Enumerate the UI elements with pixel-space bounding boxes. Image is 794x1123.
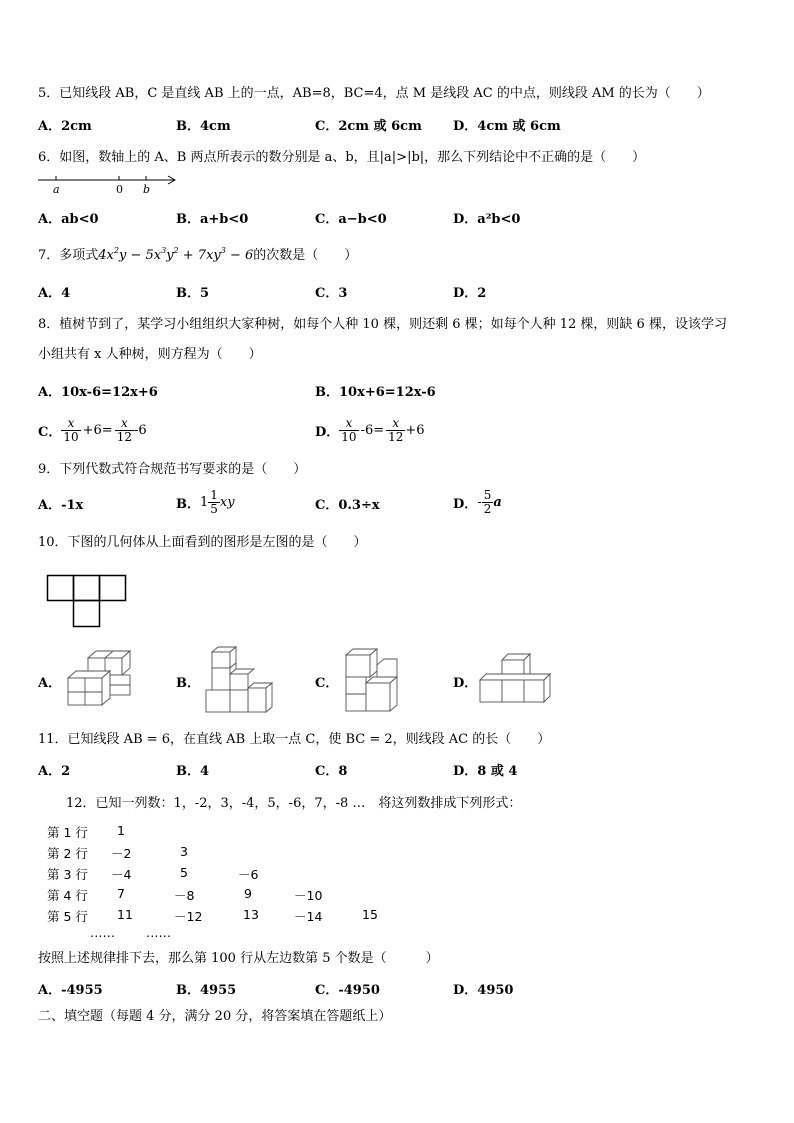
row3-value: －4 (111, 867, 132, 882)
label-a: a (53, 183, 60, 196)
q5-text: 5．已知线段 AB，C 是直线 AB 上的一点，AB=8，BC=4，点 M 是线段 AC 的中点，则线段 AM 的长为（ ） (38, 86, 710, 101)
fraction-x-over-12: $\frac{x}{12}$ (116, 415, 132, 444)
q11-option-d[interactable]: D．8 或 4 (453, 764, 518, 779)
q9-option-c[interactable]: C．0.3÷x (315, 498, 380, 513)
q6-option-b[interactable]: B．a+b<0 (176, 212, 249, 227)
q8-option-b[interactable]: B．10x+6=12x-6 (315, 385, 436, 400)
q7-option-c[interactable]: C．3 (315, 286, 348, 301)
label-b: b (143, 183, 151, 196)
q10-option-a-label[interactable]: A． (38, 676, 62, 691)
row4-value: －8 (174, 888, 195, 903)
q8-option-d[interactable]: D． $\frac{x}{10}$ -6= $\frac{x}{12}$ +6 (315, 415, 425, 444)
q12-question: 按照上述规律排下去，那么第 100 行从左边数第 5 个数是（ ） (38, 951, 439, 966)
q12-text: 12．已知一列数：1，-2，3，-4，5，-6，7，-8 … 将这列数排成下列形式： (66, 796, 522, 811)
q10-option-c-figure[interactable] (342, 647, 402, 717)
q5-option-c[interactable]: C．2cm 或 6cm (315, 119, 422, 134)
row4-value: －10 (294, 888, 323, 903)
q5-option-d[interactable]: D．4cm 或 6cm (453, 119, 561, 134)
row-label-3: 第 3 行 (47, 867, 88, 882)
row2-value: 3 (180, 844, 188, 859)
q11-option-a[interactable]: A．2 (38, 764, 71, 779)
row-label-1: 第 1 行 (47, 825, 88, 840)
q6-option-d[interactable]: D．a²b<0 (453, 212, 521, 227)
row1-value: 1 (117, 823, 125, 838)
q7-line (38, 244, 357, 263)
q8-option-a[interactable]: A．10x-6=12x+6 (38, 385, 158, 400)
q7-polynomial: $4x^2y - 5x^3y^2 + 7xy^3 - 6$ (98, 246, 254, 263)
q6-text: 6．如图，数轴上的 A、B 两点所表示的数分别是 a、b，且|a|>|b|，那么下列结论中不正确的是（ ） (38, 150, 646, 165)
q5-option-b[interactable]: B．4cm (176, 119, 231, 134)
q7-prefix: 7．多项式 (38, 248, 99, 263)
row3-value: －6 (238, 867, 259, 882)
q5-option-a[interactable]: A．2cm (38, 119, 92, 134)
q12-option-d[interactable]: D．4950 (453, 983, 514, 998)
row5-value: －12 (174, 909, 203, 924)
row4-value: 7 (117, 886, 125, 901)
top-view-figure (46, 574, 130, 630)
q10-option-a-figure[interactable] (66, 648, 138, 710)
q7-option-b[interactable]: B．5 (176, 286, 210, 301)
q8-option-d-label: D． (315, 424, 340, 440)
q9-text: 9．下列代数式符合规范书写要求的是（ ） (38, 462, 307, 477)
row3-value: 5 (180, 865, 188, 880)
q7-option-d[interactable]: D．2 (453, 286, 487, 301)
q9-option-a[interactable]: A．-1x (38, 498, 84, 513)
q11-option-b[interactable]: B．4 (176, 764, 210, 779)
row-label-4: 第 4 行 (47, 888, 88, 903)
q8-option-c[interactable]: C． $\frac{x}{10}$ +6= $\frac{x}{12}$ -6 (38, 415, 147, 444)
q9-option-d-label: D． (453, 496, 478, 512)
label-0: 0 (116, 183, 123, 196)
q10-text: 10．下图的几何体从上面看到的图形是左图的是（ ） (38, 535, 367, 550)
row5-value: －14 (294, 909, 323, 924)
row-label-5: 第 5 行 (47, 909, 88, 924)
q7-option-a[interactable]: A．4 (38, 286, 71, 301)
q10-option-c-label[interactable]: C． (315, 676, 339, 691)
q12-option-b[interactable]: B．4955 (176, 983, 237, 998)
q8-line2: 小组共有 x 人种树，则方程为（ ） (38, 347, 262, 362)
q9-option-d[interactable]: D． - $\frac{5}{2}$ a (453, 487, 502, 516)
q11-option-c[interactable]: C．8 (315, 764, 348, 779)
q8-option-c-label: C． (38, 424, 62, 440)
q10-option-d-label[interactable]: D． (453, 676, 478, 691)
q10-option-b-figure[interactable] (202, 644, 276, 716)
section-heading: 二、填空题（每题 4 分，满分 20 分，将答案填在答题纸上） (38, 1009, 392, 1024)
row5-value: 15 (362, 907, 378, 922)
q7-suffix: 的次数是（ ） (253, 248, 358, 263)
q6-option-c[interactable]: C．a−b<0 (315, 212, 387, 227)
q12-option-a[interactable]: A．-4955 (38, 983, 103, 998)
row2-value: －2 (111, 846, 132, 861)
ellipsis: …… (90, 925, 115, 940)
row5-value: 13 (243, 907, 259, 922)
row5-value: 11 (117, 907, 133, 922)
fraction-x-over-10: $\frac{x}{10}$ (63, 415, 79, 444)
q9-option-b[interactable]: B． 1 $\frac{1}{5}$ xy (176, 487, 235, 516)
row4-value: 9 (244, 886, 252, 901)
q10-option-b-label[interactable]: B． (176, 676, 200, 691)
ellipsis: …… (146, 925, 171, 940)
fraction-5-over-2: $\frac{5}{2}$ (483, 487, 492, 516)
q11-text: 11．已知线段 AB = 6，在直线 AB 上取一点 C，使 BC = 2，则线段 AC 的长（ ） (38, 732, 551, 747)
q10-option-d-figure[interactable] (478, 652, 554, 706)
fraction-x-over-10: $\frac{x}{10}$ (341, 415, 357, 444)
q8-line1: 8．植树节到了，某学习小组组织大家种树，如每个人种 10 棵，则还剩 6 棵；如每个人种 12 棵，则缺 6 棵，设该学习 (38, 317, 727, 332)
fraction-1-over-5: $\frac{1}{5}$ (210, 487, 218, 516)
q9-option-b-label: B． (176, 496, 200, 512)
q6-option-a[interactable]: A．ab<0 (38, 212, 99, 227)
q12-option-c[interactable]: C．-4950 (315, 983, 380, 998)
number-line-figure (36, 170, 181, 196)
fraction-x-over-12: $\frac{x}{12}$ (388, 415, 404, 444)
row-label-2: 第 2 行 (47, 846, 88, 861)
